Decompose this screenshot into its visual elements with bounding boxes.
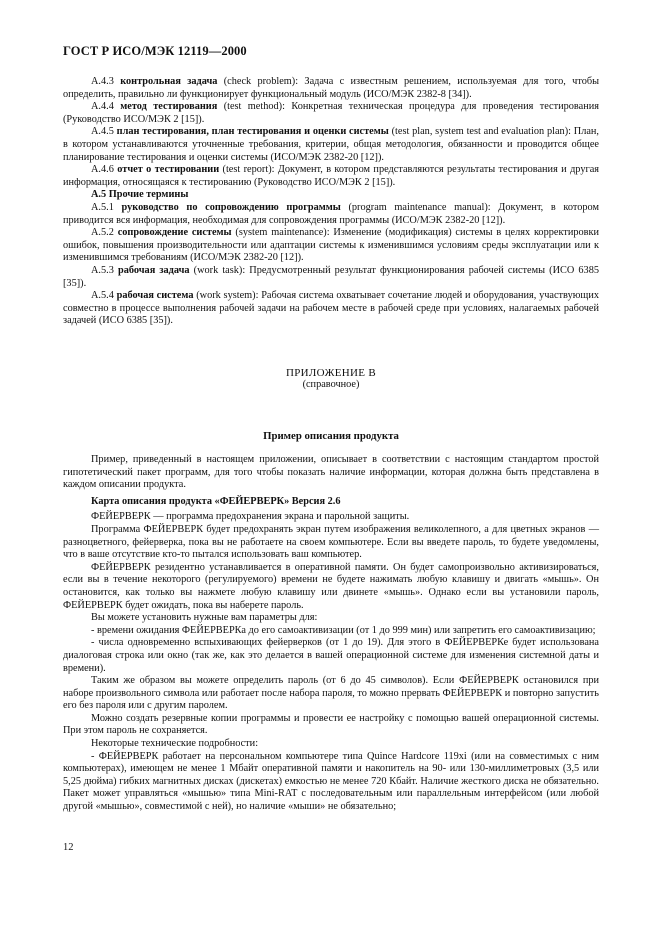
definition-term: сопровождение системы — [117, 227, 232, 239]
card-title: Карта описания продукта «ФЕЙЕРВЕРК» Версия 2.6 — [91, 495, 341, 507]
definition-term: отчет о тестировании — [117, 164, 220, 176]
definitions-a4 — [63, 76, 599, 328]
definition-number: А.4.3 — [91, 76, 114, 87]
definition-a-5-2 — [63, 227, 599, 265]
definition-number: А.5.2 — [91, 227, 114, 239]
paragraph: Вы можете установить нужные вам параметры для: — [91, 612, 318, 624]
definition-a-5-4 — [63, 290, 599, 328]
definition-text: (work task): Предусмотренный результат функционирования рабочей системы (ИСО 6385 [35]). — [63, 264, 599, 289]
paragraph: Таким же образом вы можете определить пароль (от 6 до 45 символов). Если ФЕЙЕРВЕРК остановился при наборе произвольного символа или работает после набора пароля, то можно прервать ФЕЙЕРВЕРК и повторно запустить его без пароля или с другим паролем. — [63, 675, 599, 712]
definition-number: А.5.1 — [91, 201, 114, 213]
definition-number: А.5.3 — [91, 264, 114, 276]
definition-text: (work system): Рабочая система охватывает сочетание людей и оборудования, участвующих совместно в процессе выполнения рабочей задачи на рабочем месте в рабочей среде при условиях, налагаемых рабочей задачей (ИСО 6385 [35]). — [63, 290, 599, 327]
appendix-title: ПРИЛОЖЕНИЕ В — [285, 367, 376, 379]
paragraph: Программа ФЕЙЕРВЕРК будет предохранять экран путем изображения великолепного, а для цветных экранов — разноцветного, фейерверка, пока вы не работаете на своем компьютере. Если вы введете пароль, то будете уведомлены, что в ваше отсутствие кто-то пытался использовать ваш компьютер. — [63, 523, 599, 561]
definition-text: (program maintenance manual): Документ, в котором приводится вся информация, необходимая для сопровождения программы (ИСО/МЭК 2382-20 [12]). — [63, 201, 599, 226]
definition-a-5-1 — [63, 202, 599, 227]
list-item: - числа одновременно вспыхивающих фейерверков (от 1 до 19). Для этого в ФЕЙЕРВЕРКе будет использована диалоговая строка или окно (так же, как это делается в вашей операционной системе для изменения системной даты и времени). — [63, 637, 599, 674]
definition-number: А.4.5 — [91, 126, 114, 138]
definition-number: А.5.4 — [91, 290, 114, 302]
section-heading-a5: А.5 Прочие термины — [91, 189, 189, 201]
definition-a-4-4 — [63, 101, 599, 126]
section-title: Пример описания продукта — [263, 430, 399, 442]
definition-text: (test plan, system test and evaluation plan): План, в котором устанавливаются уточненные требования, критерии, общая методология, обязанности и проводится общее планирование тестирования и оценки системы (ИСО/МЭК 2382-20 [12]). — [63, 126, 599, 163]
paragraph: ФЕЙЕРВЕРК резидентно устанавливается в оперативной памяти. Он будет самопроизвольно активизироваться, если вы в течение некоторого (регулируемого) времени не будете нажимать любую клавишу и двигать «мышь». Он остановится, как только вы нажмете любую клавишу или двинете «мышь». Однако если вы установили пароль, ФЕЙЕРВЕРК будет ожидать, пока вы наберете пароль. — [63, 561, 599, 611]
definition-number: А.4.6 — [91, 164, 114, 176]
appendix-subtitle: (справочное) — [302, 379, 360, 390]
definition-term: план тестирования, план тестирования и оценки системы — [116, 126, 389, 138]
definition-term: рабочая система — [116, 290, 194, 302]
definition-term: метод тестирования — [120, 101, 218, 113]
page-number: 12 — [63, 842, 74, 853]
definition-text: (test report): Документ, в котором представляются результаты тестирования и другая информация, относящаяся к тестированию (Руководство ИСО/МЭК 2 [15]). — [63, 164, 600, 188]
definition-text: (system maintenance): Изменение (модификация) системы в целях корректировки ошибок, повышения производительности или адаптации системы к изменившимся условиям среды эксплуатации или к изменившимся требованиям (ИСО/МЭК 2382-20 [12]). — [63, 227, 600, 264]
definition-text: (test method): Конкретная техническая процедура для проведения тестирования (Руководство ИСО/МЭК 2 [15]). — [63, 101, 599, 125]
definition-text: (check problem): Задача с известным решением, используемая для того, чтобы определить, правильно ли функционирует функциональный модуль (ИСО/МЭК 2382-8 [34]). — [63, 76, 600, 100]
product-description-body — [63, 454, 599, 814]
definition-a-5-3 — [63, 265, 599, 290]
intro-paragraph: Пример, приведенный в настоящем приложении, описывает в соответствии с настоящим стандартом простой гипотетический пакет программ, для того чтобы показать наличие информации, которая должна быть представлена в каждом описании продукта. — [63, 454, 599, 491]
definition-term: руководство по сопровождению программы — [121, 201, 341, 213]
definition-a-4-5 — [63, 126, 599, 164]
list-item: - ФЕЙЕРВЕРК работает на персональном компьютере типа Quince Hardcore 119xi (или на совместимых с ним компьютерах), имеющем не менее 1 Мбайт оперативной памяти и накопитель на 90- или 130-миллиметровых (3,5 или 5,25 дюйма) гибких магнитных дисках (дискетах) емкостью не менее 720 Кбайт. Наличие жесткого диска не обязательно. Пакет может управляться «мышью» типа Mini-RAT с последовательным или параллельным интерфейсом (или любой другой «мышью», совместимой с ней), но наличие «мыши» не обязательно; — [63, 750, 599, 813]
definition-term: контрольная задача — [120, 76, 218, 87]
list-item: - времени ожидания ФЕЙЕРВЕРКа до его самоактивизации (от 1 до 999 мин) или запретить его самоактивизацию; — [91, 624, 596, 636]
standard-header: ГОСТ Р ИСО/МЭК 12119—2000 — [63, 44, 247, 58]
definition-a-4-6 — [63, 164, 599, 189]
paragraph: Можно создать резервные копии программы и провести ее настройку с помощью вашей операционной системы. При этом пароль не сохраняется. — [63, 712, 599, 737]
paragraph: ФЕЙЕРВЕРК — программа предохранения экрана и парольной защиты. — [91, 511, 410, 523]
definition-a-4-3 — [63, 76, 599, 101]
definition-term: рабочая задача — [117, 264, 190, 276]
paragraph: Некоторые технические подробности: — [91, 738, 259, 750]
definition-number: А.4.4 — [91, 101, 114, 113]
